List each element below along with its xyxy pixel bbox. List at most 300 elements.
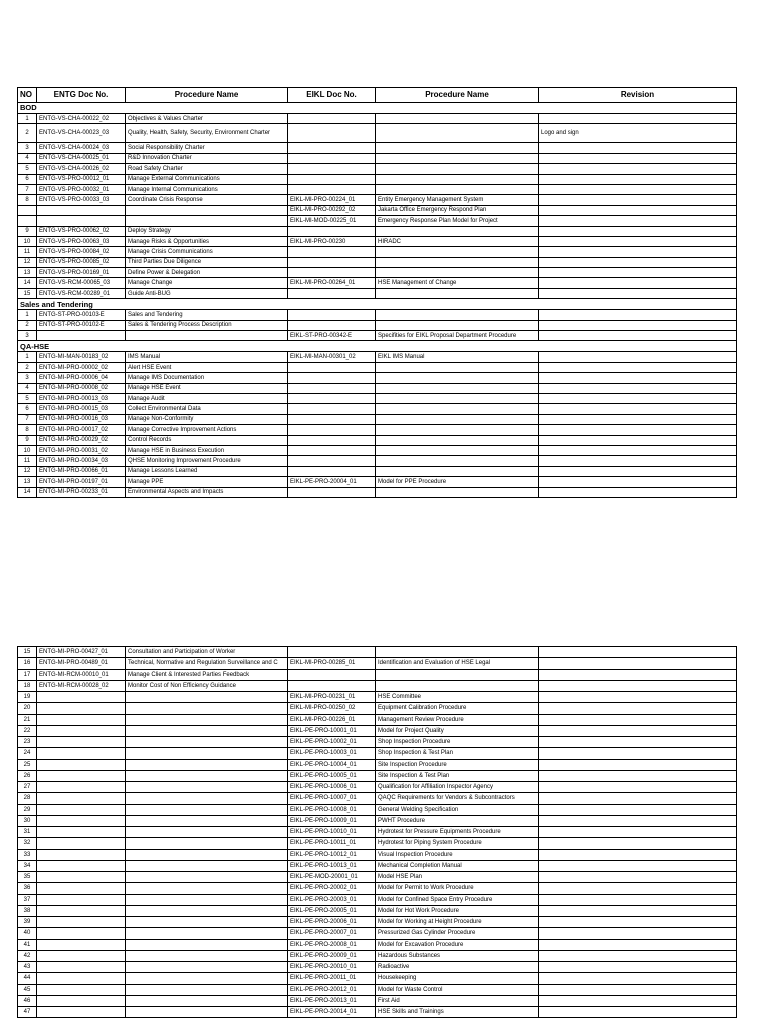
table-row bbox=[18, 995, 737, 1006]
eikl-procedure-name bbox=[376, 456, 539, 466]
eikl-procedure-name: Site Inspection & Test Plan bbox=[376, 770, 539, 781]
procedure-name bbox=[126, 984, 288, 995]
eikl-procedure-name bbox=[376, 268, 539, 278]
section-title: QA-HSE bbox=[18, 341, 737, 352]
procedure-name bbox=[126, 782, 288, 793]
eikl-procedure-name: Model for Waste Control bbox=[376, 984, 539, 995]
revision bbox=[539, 404, 737, 414]
row-number: 2 bbox=[18, 124, 37, 143]
revision bbox=[539, 838, 737, 849]
eikl-procedure-name: Model for Excavation Procedure bbox=[376, 939, 539, 950]
procedure-name bbox=[126, 894, 288, 905]
eikl-procedure-name: First Aid bbox=[376, 995, 539, 1006]
entg-doc-no: ENTG-VS-CHA-00026_02 bbox=[37, 164, 126, 174]
eikl-doc-no bbox=[288, 680, 376, 691]
table-row bbox=[18, 247, 737, 257]
row-number: 47 bbox=[18, 1007, 37, 1018]
procedure-name: Objectives & Values Charter bbox=[126, 114, 288, 124]
table-row bbox=[18, 331, 737, 341]
procedure-name bbox=[126, 331, 288, 341]
procedure-name: Manage Change bbox=[126, 278, 288, 288]
procedure-name: Manage Risks & Opportunities bbox=[126, 236, 288, 246]
table-row bbox=[18, 456, 737, 466]
table-row bbox=[18, 164, 737, 174]
revision bbox=[539, 143, 737, 153]
revision bbox=[539, 860, 737, 871]
row-number: 34 bbox=[18, 860, 37, 871]
eikl-doc-no bbox=[288, 164, 376, 174]
eikl-doc-no bbox=[288, 445, 376, 455]
empty-cell bbox=[126, 205, 288, 215]
eikl-doc-no bbox=[288, 320, 376, 330]
table-row bbox=[18, 815, 737, 826]
eikl-procedure-name: Qualification for Affiliation Inspector Agency bbox=[376, 782, 539, 793]
eikl-procedure-name bbox=[376, 153, 539, 163]
revision bbox=[539, 425, 737, 435]
table-row bbox=[18, 143, 737, 153]
revision bbox=[539, 373, 737, 383]
eikl-procedure-name: PWHT Procedure bbox=[376, 815, 539, 826]
row-number: 38 bbox=[18, 905, 37, 916]
eikl-doc-no: EIKL-PE-PRO-10002_01 bbox=[288, 737, 376, 748]
eikl-procedure-name: Site Inspection Procedure bbox=[376, 759, 539, 770]
table-row bbox=[18, 195, 737, 205]
row-number: 13 bbox=[18, 268, 37, 278]
empty-cell bbox=[539, 216, 737, 226]
entg-doc-no: ENTG-MI-PRO-00016_03 bbox=[37, 414, 126, 424]
row-number: 3 bbox=[18, 331, 37, 341]
row-number: 7 bbox=[18, 184, 37, 194]
header-revision: Revision bbox=[539, 88, 737, 103]
entg-doc-no: ENTG-MI-PRO-00034_03 bbox=[37, 456, 126, 466]
row-number: 5 bbox=[18, 393, 37, 403]
row-number: 30 bbox=[18, 815, 37, 826]
table-row bbox=[18, 352, 737, 362]
table-row bbox=[18, 1007, 737, 1018]
eikl-doc-no bbox=[288, 114, 376, 124]
procedure-name: IMS Manual bbox=[126, 352, 288, 362]
table-row bbox=[18, 905, 737, 916]
revision bbox=[539, 872, 737, 883]
entg-doc-no: ENTG-MI-RCM-00010_01 bbox=[37, 669, 126, 680]
entg-doc-no bbox=[37, 905, 126, 916]
eikl-doc-no bbox=[288, 257, 376, 267]
row-number: 46 bbox=[18, 995, 37, 1006]
eikl-procedure-name: Radioactive bbox=[376, 962, 539, 973]
table-row bbox=[18, 487, 737, 497]
eikl-doc-no: EIKL-PE-PRO-20013_01 bbox=[288, 995, 376, 1006]
entg-doc-no: ENTG-VS-PRO-00084_02 bbox=[37, 247, 126, 257]
entg-doc-no: ENTG-MI-PRO-00197_01 bbox=[37, 477, 126, 487]
entg-doc-no: ENTG-VS-CHA-00023_03 bbox=[37, 124, 126, 143]
eikl-procedure-name bbox=[376, 143, 539, 153]
row-number: 4 bbox=[18, 153, 37, 163]
revision bbox=[539, 288, 737, 298]
header-procedure-name-eikl: Procedure Name bbox=[376, 88, 539, 103]
revision bbox=[539, 414, 737, 424]
eikl-doc-no bbox=[288, 268, 376, 278]
eikl-procedure-name: Model for Project Quality bbox=[376, 725, 539, 736]
table-row bbox=[18, 962, 737, 973]
empty-cell bbox=[37, 205, 126, 215]
procedure-name: Consultation and Participation of Worker bbox=[126, 647, 288, 658]
row-number: 24 bbox=[18, 748, 37, 759]
row-number: 3 bbox=[18, 143, 37, 153]
procedure-name: Social Responsibility Charter bbox=[126, 143, 288, 153]
revision bbox=[539, 928, 737, 939]
header-procedure-name: Procedure Name bbox=[126, 88, 288, 103]
table-row bbox=[18, 737, 737, 748]
revision bbox=[539, 748, 737, 759]
eikl-procedure-name bbox=[376, 288, 539, 298]
eikl-doc-no bbox=[288, 404, 376, 414]
entg-doc-no bbox=[37, 1007, 126, 1018]
table-row bbox=[18, 984, 737, 995]
eikl-doc-no: EIKL-MI-PRO-00285_01 bbox=[288, 658, 376, 669]
row-number: 8 bbox=[18, 195, 37, 205]
procedure-name: Road Safety Charter bbox=[126, 164, 288, 174]
table-row bbox=[18, 435, 737, 445]
revision bbox=[539, 770, 737, 781]
section-header-row bbox=[18, 299, 737, 310]
eikl-doc-no: EIKL-PE-PRO-20003_01 bbox=[288, 894, 376, 905]
procedure-name: Guide Anti-BUG bbox=[126, 288, 288, 298]
row-number: 9 bbox=[18, 226, 37, 236]
eikl-doc-no: EIKL-PE-PRO-20012_01 bbox=[288, 984, 376, 995]
table-row bbox=[18, 124, 737, 143]
eikl-doc-no bbox=[288, 414, 376, 424]
procedure-name bbox=[126, 748, 288, 759]
table-row bbox=[18, 872, 737, 883]
entg-doc-no bbox=[37, 737, 126, 748]
table-row bbox=[18, 425, 737, 435]
table-row bbox=[18, 928, 737, 939]
table-row bbox=[18, 310, 737, 320]
eikl-procedure-name bbox=[376, 362, 539, 372]
row-number: 39 bbox=[18, 917, 37, 928]
eikl-doc-no: EIKL-MI-PRO-00224_01 bbox=[288, 195, 376, 205]
row-number: 12 bbox=[18, 466, 37, 476]
header-eikl-doc-no: EIKL Doc No. bbox=[288, 88, 376, 103]
eikl-procedure-name bbox=[376, 680, 539, 691]
entg-doc-no bbox=[37, 917, 126, 928]
eikl-doc-no: EIKL-MI-MAN-00301_02 bbox=[288, 352, 376, 362]
row-number: 28 bbox=[18, 793, 37, 804]
entg-doc-no: ENTG-MI-PRO-00008_02 bbox=[37, 383, 126, 393]
entg-doc-no: ENTG-MI-PRO-00233_01 bbox=[37, 487, 126, 497]
eikl-procedure-name: Model HSE Plan bbox=[376, 872, 539, 883]
eikl-doc-no: EIKL-PE-MOD-20001_01 bbox=[288, 872, 376, 883]
revision bbox=[539, 445, 737, 455]
table-row bbox=[18, 849, 737, 860]
revision bbox=[539, 268, 737, 278]
eikl-procedure-name bbox=[376, 393, 539, 403]
revision bbox=[539, 331, 737, 341]
table-row bbox=[18, 950, 737, 961]
section-title: Sales and Tendering bbox=[18, 299, 737, 310]
revision bbox=[539, 669, 737, 680]
eikl-doc-no: EIKL-PE-PRO-10010_01 bbox=[288, 827, 376, 838]
procedure-name bbox=[126, 1007, 288, 1018]
revision bbox=[539, 827, 737, 838]
eikl-procedure-name bbox=[376, 373, 539, 383]
table-row bbox=[18, 669, 737, 680]
eikl-doc-no bbox=[288, 247, 376, 257]
row-number: 11 bbox=[18, 247, 37, 257]
eikl-procedure-name bbox=[376, 647, 539, 658]
eikl-procedure-name bbox=[376, 435, 539, 445]
row-number: 23 bbox=[18, 737, 37, 748]
eikl-procedure-name: HIRADC bbox=[376, 236, 539, 246]
row-number: 5 bbox=[18, 164, 37, 174]
entg-doc-no: ENTG-MI-PRO-00427_01 bbox=[37, 647, 126, 658]
row-number: 22 bbox=[18, 725, 37, 736]
table-row bbox=[18, 770, 737, 781]
row-number: 32 bbox=[18, 838, 37, 849]
procedure-name: Alert HSE Event bbox=[126, 362, 288, 372]
procedure-name: Manage Internal Communications bbox=[126, 184, 288, 194]
revision bbox=[539, 692, 737, 703]
row-number: 20 bbox=[18, 703, 37, 714]
procedure-name bbox=[126, 703, 288, 714]
procedure-name: Coordinate Crisis Response bbox=[126, 195, 288, 205]
procedure-name: Technical, Normative and Regulation Surveillance and C bbox=[126, 658, 288, 669]
eikl-procedure-name bbox=[376, 174, 539, 184]
eikl-procedure-name bbox=[376, 404, 539, 414]
procedure-name bbox=[126, 849, 288, 860]
revision bbox=[539, 477, 737, 487]
eikl-procedure-name: Mechanical Completion Manual bbox=[376, 860, 539, 871]
table-row bbox=[18, 939, 737, 950]
revision bbox=[539, 466, 737, 476]
row-number: 14 bbox=[18, 278, 37, 288]
revision bbox=[539, 247, 737, 257]
entg-doc-no bbox=[37, 759, 126, 770]
eikl-doc-no: EIKL-MI-PRO-00226_01 bbox=[288, 714, 376, 725]
procedure-name bbox=[126, 737, 288, 748]
row-number: 6 bbox=[18, 174, 37, 184]
revision bbox=[539, 973, 737, 984]
row-number: 14 bbox=[18, 487, 37, 497]
eikl-procedure-name bbox=[376, 414, 539, 424]
procedure-name bbox=[126, 928, 288, 939]
table-row bbox=[18, 278, 737, 288]
eikl-doc-no: EIKL-PE-PRO-20005_01 bbox=[288, 905, 376, 916]
entg-doc-no bbox=[37, 692, 126, 703]
empty-cell bbox=[126, 216, 288, 226]
entg-doc-no: ENTG-MI-PRO-00029_02 bbox=[37, 435, 126, 445]
row-number: 2 bbox=[18, 320, 37, 330]
revision bbox=[539, 759, 737, 770]
eikl-doc-no: EIKL-PE-PRO-10003_01 bbox=[288, 748, 376, 759]
entg-doc-no bbox=[37, 748, 126, 759]
row-number: 4 bbox=[18, 383, 37, 393]
entg-doc-no: ENTG-MI-PRO-00017_02 bbox=[37, 425, 126, 435]
eikl-doc-no: EIKL-PE-PRO-20009_01 bbox=[288, 950, 376, 961]
table-row bbox=[18, 268, 737, 278]
entg-doc-no bbox=[37, 827, 126, 838]
revision bbox=[539, 1007, 737, 1018]
eikl-doc-no: EIKL-PE-PRO-10008_01 bbox=[288, 804, 376, 815]
eikl-procedure-name: Identification and Evaluation of HSE Legal bbox=[376, 658, 539, 669]
eikl-doc-no bbox=[288, 487, 376, 497]
row-number: 21 bbox=[18, 714, 37, 725]
eikl-procedure-name: HSE Management of Change bbox=[376, 278, 539, 288]
procedure-table-page-1 bbox=[17, 87, 737, 498]
table-row bbox=[18, 647, 737, 658]
procedure-name: Environmental Aspects and Impacts bbox=[126, 487, 288, 497]
row-number: 1 bbox=[18, 310, 37, 320]
table-row bbox=[18, 236, 737, 246]
table-body-continued bbox=[18, 647, 737, 1018]
revision bbox=[539, 383, 737, 393]
entg-doc-no: ENTG-MI-RCM-00028_02 bbox=[37, 680, 126, 691]
empty-cell bbox=[18, 205, 37, 215]
row-number: 19 bbox=[18, 692, 37, 703]
row-number: 16 bbox=[18, 658, 37, 669]
row-number: 18 bbox=[18, 680, 37, 691]
entg-doc-no bbox=[37, 973, 126, 984]
eikl-procedure-name: Emergency Response Plan Model for Project bbox=[376, 216, 539, 226]
eikl-doc-no: EIKL-PE-PRO-20006_01 bbox=[288, 917, 376, 928]
empty-cell bbox=[37, 216, 126, 226]
entg-doc-no: ENTG-VS-CHA-00025_01 bbox=[37, 153, 126, 163]
revision bbox=[539, 950, 737, 961]
table-row bbox=[18, 782, 737, 793]
eikl-doc-no: EIKL-PE-PRO-20014_01 bbox=[288, 1007, 376, 1018]
entg-doc-no: ENTG-ST-PRO-00102-E bbox=[37, 320, 126, 330]
table-body bbox=[18, 103, 737, 498]
table-row bbox=[18, 114, 737, 124]
entg-doc-no: ENTG-VS-PRO-00085_02 bbox=[37, 257, 126, 267]
table-row bbox=[18, 153, 737, 163]
eikl-doc-no: EIKL-PE-PRO-10001_01 bbox=[288, 725, 376, 736]
eikl-doc-no: EIKL-PE-PRO-10013_01 bbox=[288, 860, 376, 871]
eikl-doc-no bbox=[288, 184, 376, 194]
entg-doc-no bbox=[37, 782, 126, 793]
eikl-doc-no: EIKL-PE-PRO-10012_01 bbox=[288, 849, 376, 860]
eikl-doc-no bbox=[288, 383, 376, 393]
row-number: 11 bbox=[18, 456, 37, 466]
eikl-procedure-name: Shop Inspection & Test Plan bbox=[376, 748, 539, 759]
entg-doc-no bbox=[37, 770, 126, 781]
procedure-name: Manage Lessons Learned bbox=[126, 466, 288, 476]
row-number: 25 bbox=[18, 759, 37, 770]
table-row bbox=[18, 838, 737, 849]
table-row bbox=[18, 288, 737, 298]
eikl-procedure-name bbox=[376, 466, 539, 476]
table-header-row bbox=[18, 88, 737, 103]
row-number: 35 bbox=[18, 872, 37, 883]
entg-doc-no: ENTG-MI-PRO-00013_03 bbox=[37, 393, 126, 403]
procedure-name bbox=[126, 692, 288, 703]
procedure-name bbox=[126, 725, 288, 736]
revision bbox=[539, 487, 737, 497]
eikl-procedure-name: HSE Committee bbox=[376, 692, 539, 703]
eikl-procedure-name bbox=[376, 445, 539, 455]
entg-doc-no bbox=[37, 894, 126, 905]
row-number: 8 bbox=[18, 425, 37, 435]
eikl-doc-no bbox=[288, 435, 376, 445]
entg-doc-no: ENTG-VS-CHA-00022_02 bbox=[37, 114, 126, 124]
procedure-name: Deploy Strategy bbox=[126, 226, 288, 236]
table-row bbox=[18, 894, 737, 905]
section-title: BOD bbox=[18, 103, 737, 114]
entg-doc-no: ENTG-VS-PRO-00033_03 bbox=[37, 195, 126, 205]
eikl-procedure-name bbox=[376, 310, 539, 320]
entg-doc-no bbox=[37, 815, 126, 826]
entg-doc-no bbox=[37, 714, 126, 725]
row-number: 15 bbox=[18, 647, 37, 658]
entg-doc-no bbox=[37, 793, 126, 804]
revision bbox=[539, 226, 737, 236]
procedure-name bbox=[126, 804, 288, 815]
entg-doc-no bbox=[37, 995, 126, 1006]
revision bbox=[539, 793, 737, 804]
revision bbox=[539, 737, 737, 748]
row-number: 31 bbox=[18, 827, 37, 838]
eikl-doc-no: EIKL-MI-PRO-00264_01 bbox=[288, 278, 376, 288]
procedure-name: Manage HSE in Business Execution bbox=[126, 445, 288, 455]
entg-doc-no: ENTG-VS-PRO-00032_01 bbox=[37, 184, 126, 194]
revision bbox=[539, 257, 737, 267]
row-number: 27 bbox=[18, 782, 37, 793]
row-number: 41 bbox=[18, 939, 37, 950]
procedure-name: Sales & Tendering Process Description bbox=[126, 320, 288, 330]
row-number: 33 bbox=[18, 849, 37, 860]
procedure-name: Manage IMS Documentation bbox=[126, 373, 288, 383]
procedure-name: Define Power & Delegation bbox=[126, 268, 288, 278]
eikl-doc-no: EIKL-PE-PRO-20004_01 bbox=[288, 477, 376, 487]
eikl-doc-no: EIKL-PE-PRO-20011_01 bbox=[288, 973, 376, 984]
row-number: 37 bbox=[18, 894, 37, 905]
table-row bbox=[18, 658, 737, 669]
row-number: 36 bbox=[18, 883, 37, 894]
eikl-doc-no: EIKL-PE-PRO-10009_01 bbox=[288, 815, 376, 826]
eikl-procedure-name bbox=[376, 257, 539, 267]
row-number: 7 bbox=[18, 414, 37, 424]
entg-doc-no bbox=[37, 703, 126, 714]
table-row bbox=[18, 759, 737, 770]
revision bbox=[539, 725, 737, 736]
eikl-doc-no: EIKL-MI-PRO-00230 bbox=[288, 236, 376, 246]
eikl-procedure-name bbox=[376, 425, 539, 435]
procedure-name: Manage Corrective Improvement Actions bbox=[126, 425, 288, 435]
table-row bbox=[18, 692, 737, 703]
eikl-procedure-name: QAQC Requirements for Vendors & Subcontractors bbox=[376, 793, 539, 804]
revision bbox=[539, 917, 737, 928]
eikl-procedure-name: General Welding Specification bbox=[376, 804, 539, 815]
empty-cell bbox=[18, 216, 37, 226]
eikl-procedure-name: Shop Inspection Procedure bbox=[376, 737, 539, 748]
entg-doc-no: ENTG-VS-PRO-00062_02 bbox=[37, 226, 126, 236]
procedure-name: QHSE Monitoring Improvement Procedure bbox=[126, 456, 288, 466]
eikl-procedure-name: Specifities for EIKL Proposal Department Procedure bbox=[376, 331, 539, 341]
row-number: 9 bbox=[18, 435, 37, 445]
procedure-name: Quality, Health, Safety, Security, Environment Charter bbox=[126, 124, 288, 143]
procedure-name: Third Parties Due Diligence bbox=[126, 257, 288, 267]
eikl-procedure-name bbox=[376, 247, 539, 257]
table-row bbox=[18, 703, 737, 714]
eikl-doc-no: EIKL-PE-PRO-20010_01 bbox=[288, 962, 376, 973]
procedure-name bbox=[126, 973, 288, 984]
table-row bbox=[18, 226, 737, 236]
eikl-doc-no bbox=[288, 425, 376, 435]
entg-doc-no bbox=[37, 939, 126, 950]
entg-doc-no bbox=[37, 984, 126, 995]
row-number: 10 bbox=[18, 445, 37, 455]
table-row bbox=[18, 257, 737, 267]
